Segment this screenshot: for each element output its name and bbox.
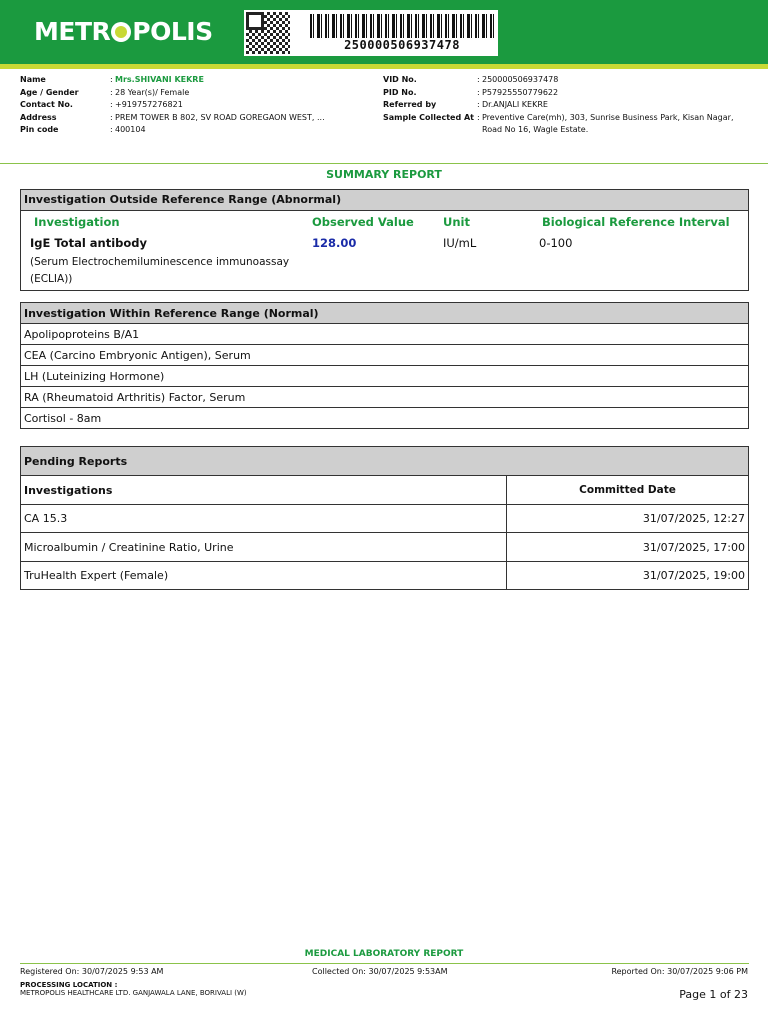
normal-item: CEA (Carcino Embryonic Antigen), Serum (21, 345, 749, 366)
footer-title: MEDICAL LABORATORY REPORT (304, 949, 464, 959)
col-reference-interval: Biological Reference Interval (542, 215, 730, 229)
age-gender-value: 28 Year(s)/ Female (115, 87, 190, 97)
contact-value: +919757276821 (115, 100, 183, 109)
pending-test-name: CA 15.3 (21, 505, 507, 533)
page-number: Page 1 of 23 (679, 988, 748, 1001)
contact-label: Contact No. (20, 100, 73, 109)
logo-o-icon (111, 22, 131, 42)
patient-name: Mrs.SHIVANI KEKRE (115, 75, 204, 84)
abnormal-section (20, 189, 749, 291)
abnormal-method (30, 254, 289, 288)
reported-on: Reported On: 30/07/2025 9:06 PM (611, 967, 748, 976)
pending-test-name: Microalbumin / Creatinine Ratio, Urine (21, 533, 507, 562)
col-investigation: Investigation (34, 215, 120, 229)
normal-item: Cortisol - 8am (21, 408, 749, 429)
age-gender-label: Age / Gender (20, 87, 79, 97)
pincode-value: 400104 (115, 125, 146, 134)
processing-location (20, 981, 260, 997)
normal-table (20, 302, 749, 429)
sample-collected-value: Preventive Care(mh), 303, Sunrise Business Park, Kisan Nagar, (482, 112, 734, 122)
patient-info-left: Name : Mrs.SHIVANI KEKRE Age / Gender : 28 Year(s)/ Female Contact No. : +919757276821 Address : PREM TOWER B 802, SV ROAD GOREGAON WEST, ... Pin code : 400104 (20, 74, 325, 137)
pid-value: P57925550779622 (482, 87, 559, 97)
normal-item: LH (Luteinizing Hormone) (21, 366, 749, 387)
collected-on: Collected On: 30/07/2025 9:53AM (312, 967, 448, 976)
normal-item: RA (Rheumatoid Arthritis) Factor, Serum (21, 387, 749, 408)
normal-heading: Investigation Within Reference Range (Normal) (21, 303, 749, 324)
pending-col-date: Committed Date (507, 476, 749, 505)
barcode-number: 250000506937478 (344, 38, 460, 52)
patient-info-right: VID No. : 250000506937478 PID No. : P57925550779622 Referred by : Dr.ANJALI KEKRE Sample Collected At : Preventive Care(mh), 303, Sunrise Business Park, Kisan Nagar, Road No 16, Wagle Estate. (383, 74, 733, 137)
name-label: Name (20, 75, 46, 84)
vid-label: VID No. (383, 75, 417, 84)
header-divider (0, 163, 768, 164)
col-observed-value: Observed Value (312, 215, 414, 229)
footer-divider (20, 963, 749, 964)
pending-date: 31/07/2025, 17:00 (507, 533, 749, 562)
code-panel (244, 10, 498, 56)
abnormal-range: 0-100 (539, 236, 573, 250)
referred-value: Dr.ANJALI KEKRE (482, 100, 548, 109)
barcode-icon (310, 14, 494, 38)
header-bar (0, 0, 768, 64)
pending-test-name: TruHealth Expert (Female) (21, 562, 507, 590)
address-value: PREM TOWER B 802, SV ROAD GOREGAON WEST, ... (115, 112, 325, 122)
pid-label: PID No. (383, 87, 417, 97)
processing-label: PROCESSING LOCATION : (20, 981, 118, 989)
pending-date: 31/07/2025, 19:00 (507, 562, 749, 590)
registered-on: Registered On: 30/07/2025 9:53 AM (20, 967, 164, 976)
abnormal-test-name: IgE Total antibody (30, 236, 148, 250)
abnormal-observed-value: 128.00 (312, 236, 357, 250)
summary-title: SUMMARY REPORT (326, 168, 442, 181)
pending-date: 31/07/2025, 12:27 (507, 505, 749, 533)
pincode-label: Pin code (20, 125, 59, 134)
pending-heading: Pending Reports (21, 447, 749, 476)
col-unit: Unit (443, 215, 470, 229)
vid-value: 250000506937478 (482, 75, 559, 84)
sample-collected-label: Sample Collected At (383, 112, 474, 122)
sample-collected-value-2: Road No 16, Wagle Estate. (482, 125, 589, 134)
referred-label: Referred by (383, 100, 437, 109)
metropolis-logo: METR POLIS (34, 17, 213, 46)
normal-item: Apolipoproteins B/A1 (21, 324, 749, 345)
address-label: Address (20, 112, 57, 122)
qr-code-icon (246, 12, 290, 54)
method-line-2: (ECLIA)) (30, 273, 73, 285)
method-line-1: (Serum Electrochemiluminescence immunoassay (30, 256, 290, 268)
header-strip (0, 64, 768, 69)
abnormal-heading: Investigation Outside Reference Range (Abnormal) (21, 190, 748, 211)
pending-table (20, 446, 749, 590)
processing-value: METROPOLIS HEALTHCARE LTD. GANJAWALA LANE, BORIVALI (W) (20, 989, 247, 997)
pending-col-investigations: Investigations (21, 476, 507, 505)
abnormal-unit: IU/mL (443, 236, 477, 250)
